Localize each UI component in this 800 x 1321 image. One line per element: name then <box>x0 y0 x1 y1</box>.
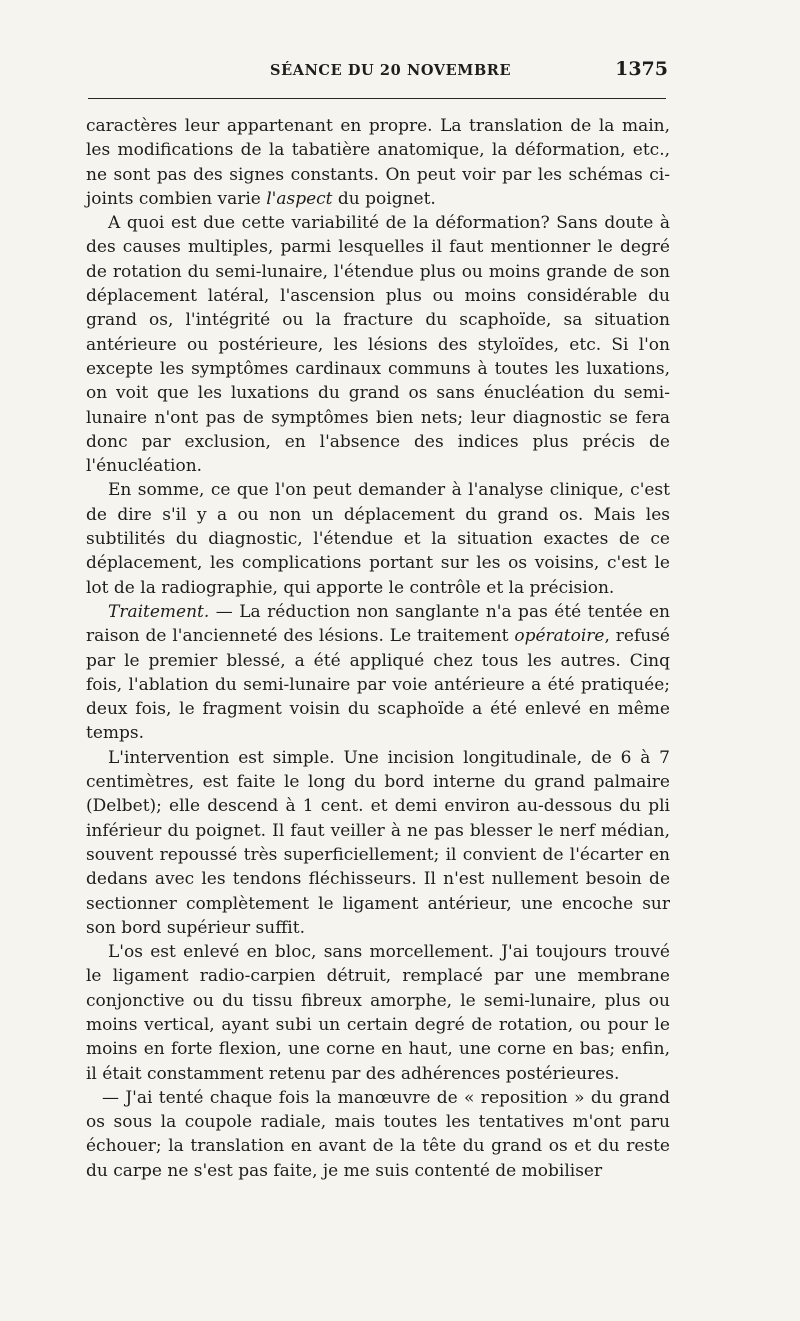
paragraph-1-text: caractères leur appartenant en propre. La translation de la main, les modifications de la tabatière anatomique, la déformation, etc., ne sont pas des signes constants. On peut voir par les schémas ci-joints combien varie <box>86 116 670 209</box>
section-label-traitement: Traitement. <box>108 601 210 622</box>
paragraph-4 <box>86 600 670 746</box>
paragraph-4-text-1: — La réduction non sanglante n'a pas été tentée en raison de l'ancienneté des lésions. Le traitement <box>86 601 670 647</box>
paragraph-3 <box>86 478 670 599</box>
paragraph-2 <box>86 211 670 478</box>
paragraph-5 <box>86 746 670 940</box>
paragraph-7-text: — J'ai tenté chaque fois la manœuvre de « reposition » du grand os sous la coupole radiale, mais toutes les tentatives m'ont paru échouer; la translation en avant de la tête du grand os et du reste du carpe ne s'est pas faite, je me suis contenté de mobiliser <box>86 1087 670 1181</box>
header-title: SÉANCE DU 20 NOVEMBRE <box>270 62 512 79</box>
paragraph-1-tail: du poignet. <box>332 188 436 209</box>
page-number: 1375 <box>615 58 668 80</box>
running-header <box>88 58 668 86</box>
paragraph-4-emphasis: opératoire <box>514 626 605 647</box>
paragraph-2-text: A quoi est due cette variabilité de la déformation? Sans doute à des causes multiples, parmi lesquelles il faut mentionner le degré de rotation du semi-lunaire, l'étendue plus ou moins grande de son déplacement latéral, l'ascension plus ou moins considérable du grand os, l'intégrité ou la fracture du scaphoïde, sa situation antérieure ou postérieure, les lésions des styloïdes, etc. Si l'on excepte les symptômes cardinaux communs à toutes les luxations, on voit que les luxations du grand os sans énucléation du semi-lunaire n'ont pas de symptômes bien nets; leur diagnostic se fera donc par exclusion, en l'absence des indices plus précis de l'énucléation. <box>86 213 670 477</box>
header-rule <box>88 98 666 99</box>
paragraph-4-text-2: , refusé par le premier blessé, a été appliqué chez tous les autres. Cinq fois, l'ablation du semi-lunaire par voie antérieure a été pratiquée; deux fois, le fragment voisin du scaphoïde a été enlevé en même temps. <box>86 626 670 744</box>
paragraph-6 <box>86 940 670 1086</box>
article-body <box>86 114 670 1183</box>
paragraph-3-text: En somme, ce que l'on peut demander à l'analyse clinique, c'est de dire s'il y a ou non un déplacement du grand os. Mais les subtilités du diagnostic, l'étendue et la situation exactes de ce déplacement, les complications portant sur les os voisins, c'est le lot de la radiographie, qui apporte le contrôle et la précision. <box>86 480 670 598</box>
paragraph-6-text: L'os est enlevé en bloc, sans morcellement. J'ai toujours trouvé le ligament radio-carpien détruit, remplacé par une membrane conjonctive ou du tissu fibreux amorphe, le semi-lunaire, plus ou moins vertical, ayant subi un certain degré de rotation, ou pour le moins en forte flexion, une corne en haut, une corne en bas; enfin, il était constamment retenu par des adhérences postérieures. <box>86 942 670 1084</box>
paragraph-1 <box>86 114 670 211</box>
paragraph-5-text: L'intervention est simple. Une incision longitudinale, de 6 à 7 centimètres, est faite le long du bord interne du grand palmaire (Delbet); elle descend à 1 cent. et demi environ au-dessous du pli inférieur du poignet. Il faut veiller à ne pas blesser le nerf médian, souvent repoussé très superficiellement; il convient de l'écarter en dedans avec les tendons fléchisseurs. Il n'est nullement besoin de sectionner complètement le ligament antérieur, une encoche sur son bord supérieur suffit. <box>86 747 670 938</box>
paragraph-1-emphasis: l'aspect <box>266 188 333 209</box>
paragraph-7 <box>86 1086 670 1183</box>
